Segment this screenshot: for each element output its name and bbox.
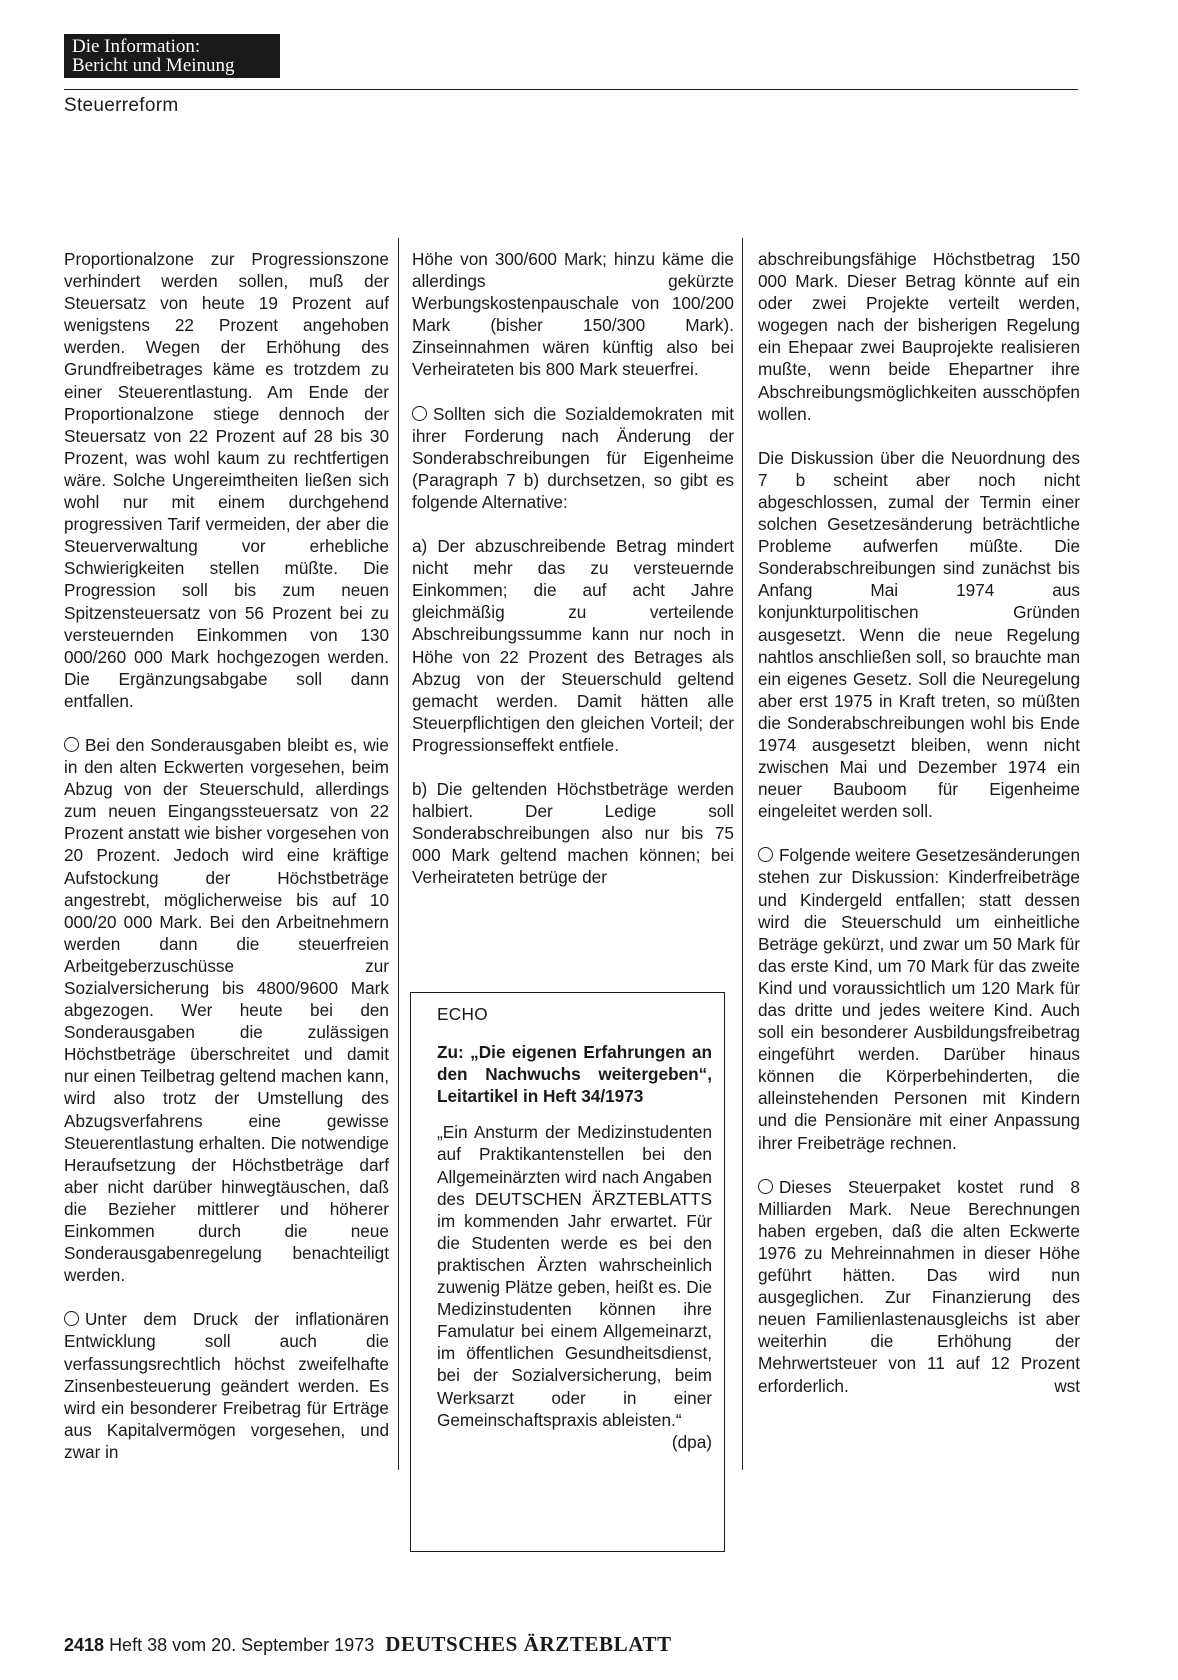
column-2	[412, 248, 734, 910]
badge-line-2: Bericht und Meinung	[72, 55, 235, 76]
circle-bullet-icon	[64, 1311, 79, 1326]
paragraph-text: Unter dem Druck der inflationären Entwicklung soll auch die verfassungsrechtlich höchst zweifelhafte Zinsenbesteuerung geändert werden. Es wird ein besonderer Freibetrag für Erträge aus Kapitalvermögen vorgesehen, und zwar in	[64, 1309, 389, 1462]
paragraph: b) Die geltenden Höchstbeträge werden halbiert. Der Ledige soll Sonderabschreibungen also nur bis 75 000 Mark geltend machen können; bei Verheirateten betrüge der	[412, 778, 734, 888]
bullet-paragraph	[758, 844, 1080, 1153]
paragraph: Die Diskussion über die Neuordnung des 7 b scheint aber noch nicht abgeschlossen, zumal der Termin einer solchen Gesetzesänderung beträchtliche Probleme aufwerfen müßte. Die Sonderabschreibungen sind zunächst bis Anfang Mai 1974 aus konjunkturpolitischen Gründen ausgesetzt. Wenn die neue Regelung nahtlos anschließen soll, so brauchte man ein eigenes Gesetz. Soll die Neuregelung aber erst 1975 in Kraft treten, so müßten die Sonderabschreibungen wohl bis Ende 1974 ausgesetzt bleiben, wenn nicht zwischen Mai und Dezember 1974 ein neuer Bauboom für Eigenheime eingeleitet werden soll.	[758, 447, 1080, 822]
paragraph: abschreibungsfähige Höchstbetrag 150 000 Mark. Dieser Betrag könnte auf ein oder zwei Projekte verteilt werden, wogegen nach der bisherigen Regelung ein Ehepaar zwei Bauprojekte realisieren mußte, wenn beide Ehepartner ihre Abschreibungsmöglichkeiten ausschöpfen wollen.	[758, 249, 1080, 424]
page-footer	[64, 1632, 672, 1657]
column-1	[64, 248, 389, 1485]
paragraph-text: Folgende weitere Gesetzesänderungen stehen zur Diskussion: Kinderfreibeträge und Kindergeld entfallen; statt dessen wird die Steuerschuld um einheitliche Beträge gekürzt, und zwar um 50 Mark für das erste Kind, um 70 Mark für das zweite Kind und voraussichtlich um 120 Mark für das dritte und jedes weitere Kind. Auch soll ein besonderer Ausbildungsfreibetrag eingeführt werden. Darüber hinaus können die Körperbehinderten, die alleinstehenden Personen mit Kindern und die Pensionäre mit einer Anpassung ihrer Freibeträge rechnen.	[758, 845, 1080, 1153]
bullet-paragraph	[412, 403, 734, 513]
echo-source: (dpa)	[671, 1431, 712, 1452]
bullet-paragraph	[64, 734, 389, 1286]
section-title: Steuerreform	[64, 95, 179, 116]
header-rule	[64, 89, 1078, 90]
circle-bullet-icon	[758, 847, 773, 862]
echo-body	[437, 1121, 712, 1452]
section-badge	[64, 34, 280, 78]
bullet-paragraph	[64, 1308, 389, 1463]
echo-box	[410, 992, 725, 1552]
issue-info: Heft 38 vom 20. September 1973	[109, 1635, 375, 1655]
circle-bullet-icon	[412, 406, 427, 421]
bullet-paragraph	[758, 1176, 1080, 1397]
paragraph: a) Der abzuschreibende Betrag mindert nicht mehr das zu versteuernde Einkommen; die auf acht Jahre gleichmäßig zu verteilende Abschreibungssumme kann nur noch in Höhe von 22 Prozent des Betrages als Abzug von der Steuerschuld geltend gemacht werden. Damit hätten alle Steuerpflichtigen den gleichen Vorteil; der Progressionseffekt entfiele.	[412, 536, 734, 755]
paragraph: Proportionalzone zur Progressionszone verhindert werden sollen, muß der Steuersatz von heute 19 Prozent auf wenigstens 22 Prozent angehoben werden. Wegen der Erhöhung des Grundfreibetrages käme es trotzdem zu einer Steuerentlastung. Am Ende der Proportionalzone stiege dennoch der Steuersatz von 22 Prozent auf 28 bis 30 Prozent, was wohl kaum zu rechtfertigen wäre. Solche Ungereimtheiten ließen sich wohl nur mit einem durchgehend progressiven Tarif vermeiden, der aber die Steuerverwaltung vor erhebliche Schwierigkeiten stellen müßte. Die Progression soll bis zum neuen Spitzensteuersatz von 56 Prozent bei zu versteuernden Einkommen von 130 000/260 000 Mark hochgezogen werden. Die Ergänzungsabgabe soll dann entfallen.	[64, 249, 389, 711]
paragraph: Höhe von 300/600 Mark; hinzu käme die allerdings gekürzte Werbungskostenpauschale von 100/200 Mark (bisher 150/300 Mark). Zinseinnahmen wären künftig also bei Verheirateten bis 800 Mark steuerfrei.	[412, 249, 734, 380]
paragraph-text: Sollten sich die Sozialdemokraten mit ihrer Forderung nach Änderung der Sonderabschreibungen für Eigenheime (Paragraph 7 b) durchsetzen, so gibt es folgende Alternative:	[412, 403, 734, 512]
echo-label: ECHO	[437, 1004, 488, 1024]
echo-quote: „Ein Ansturm der Medizinstudenten auf Praktikantenstellen bei den Allgemeinärzten wird nach Angaben des DEUTSCHEN ÄRZTEBLATTS im kommenden Jahr erwartet. Für die Studenten werde es bei den praktischen Ärzten wahrscheinlich zuwenig Plätze geben, heißt es. Die Medizinstudenten können ihre Famulatur bei einem Allgemeinarzt, im öffentlichen Gesundheitsdienst, bei der Sozialversicherung, beim Werksarzt oder in einer Gemeinschaftspraxis ableisten.“	[437, 1122, 712, 1430]
author-signature: wst	[1054, 1375, 1080, 1396]
page-number: 2418	[64, 1635, 105, 1655]
column-divider	[398, 238, 399, 1470]
paragraph-text: Dieses Steuerpaket kostet rund 8 Milliarden Mark. Neue Berechnungen haben ergeben, daß die alten Eckwerte 1976 zu Mehreinnahmen in dieser Höhe geführt hätten. Das wird nun ausgeglichen. Zur Finanzierung des neuen Familienlastenausgleichs ist aber weiterhin die Erhöhung der Mehrwertsteuer von 11 auf 12 Prozent erforderlich.	[758, 1176, 1080, 1396]
paragraph-text: Bei den Sonderausgaben bleibt es, wie in den alten Eckwerten vorgesehen, beim Abzug von der Steuerschuld, allerdings zum neuen Eingangssteuersatz von 22 Prozent anstatt wie bisher vorgesehen von 20 Prozent. Jedoch wird eine kräftige Aufstockung der Höchstbeträge angestrebt, möglicherweise bis auf 10 000/20 000 Mark. Bei den Arbeitnehmern werden dann die steuerfreien Arbeitgeberzuschüsse zur Sozialversicherung bis 4800/9600 Mark abgezogen. Wer heute bei den Sonderausgaben die zulässigen Höchstbeträge überschreitet und damit nur einen Teilbetrag geltend machen kann, wird also trotz der Umstellung des Abzugsverfahrens eine gewisse Steuerentlastung erhalten. Die notwendige Heraufsetzung der Höchstbeträge darf aber nicht darüber hinwegtäuschen, daß die Bezieher mittlerer und höherer Einkommen durch die neue Sonderausgabenregelung benachteiligt werden.	[64, 734, 389, 1286]
circle-bullet-icon	[758, 1179, 773, 1194]
column-3	[758, 248, 1080, 1419]
echo-headline: Zu: „Die eigenen Erfahrungen an den Nachwuchs weitergeben“, Leitartikel in Heft 34/1973	[437, 1042, 712, 1107]
column-divider	[742, 238, 743, 1470]
circle-bullet-icon	[64, 737, 79, 752]
publication-name: DEUTSCHES ÄRZTEBLATT	[385, 1632, 672, 1656]
badge-line-1: Die Information:	[72, 36, 201, 57]
